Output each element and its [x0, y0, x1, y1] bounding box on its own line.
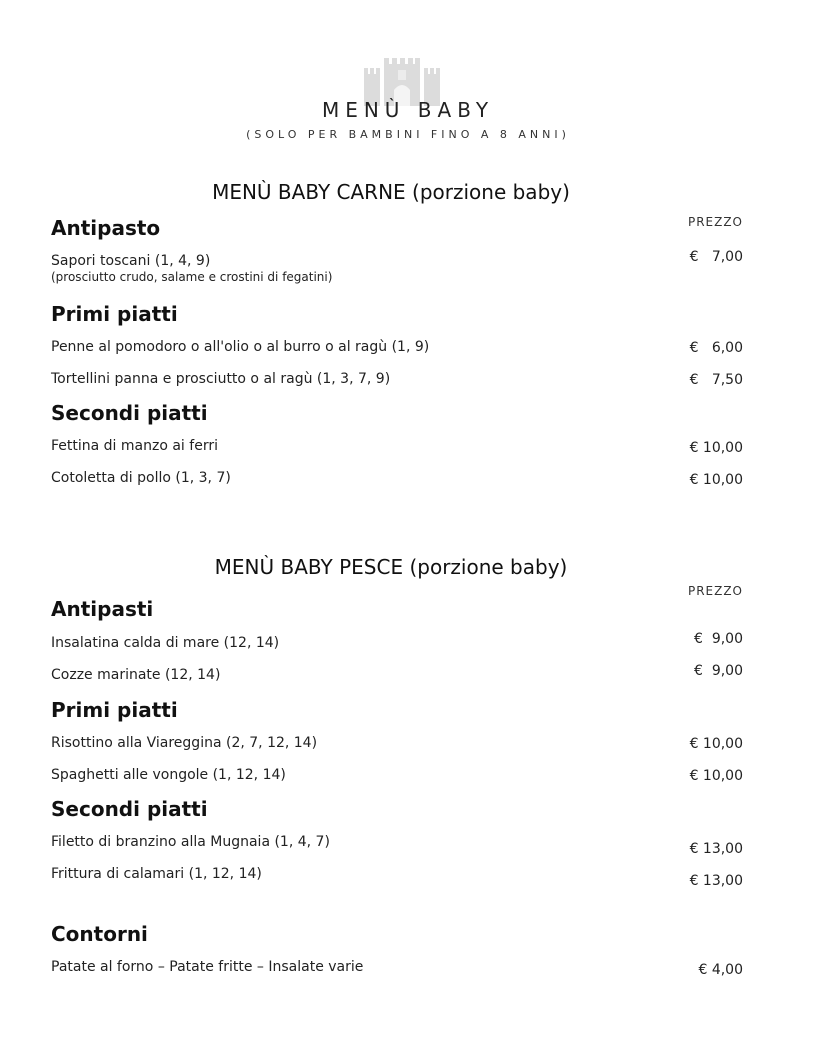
category-secondi-pesce: Secondi piatti [51, 797, 208, 821]
menu-item-price: € 13,00 [689, 841, 743, 857]
menu-item-name: Spaghetti alle vongole (1, 12, 14) [51, 767, 286, 783]
section-title-carne: MENÙ BABY CARNE (porzione baby) [212, 180, 570, 204]
category-contorni: Contorni [51, 922, 148, 946]
menu-item-name: Penne al pomodoro o all'olio o al burro o al ragù (1, 9) [51, 339, 430, 355]
category-secondi-carne: Secondi piatti [51, 401, 208, 425]
menu-item-price: € 13,00 [689, 873, 743, 889]
menu-item-name: Filetto di branzino alla Mugnaia (1, 4, 7) [51, 834, 330, 850]
category-primi-pesce: Primi piatti [51, 698, 178, 722]
menu-item-price: € 10,00 [689, 736, 743, 752]
menu-item-name: Sapori toscani (1, 4, 9) [51, 253, 211, 269]
category-antipasto: Antipasto [51, 216, 161, 240]
menu-item-price: € 10,00 [689, 440, 743, 456]
menu-item-price: € 7,50 [689, 372, 743, 388]
menu-item-name: Insalatina calda di mare (12, 14) [51, 635, 280, 651]
menu-item-price: € 10,00 [689, 768, 743, 784]
menu-item-note: (prosciutto crudo, salame e crostini di fegatini) [51, 270, 333, 284]
page-subtitle: (SOLO PER BAMBINI FINO A 8 ANNI) [246, 128, 570, 141]
price-header-carne: PREZZO [687, 215, 743, 229]
menu-item-price: € 9,00 [694, 663, 743, 679]
menu-item-name: Risottino alla Viareggina (2, 7, 12, 14) [51, 735, 318, 751]
page-title: MENÙ BABY [321, 98, 495, 122]
category-primi-carne: Primi piatti [51, 302, 178, 326]
menu-item-price: € 7,00 [689, 249, 743, 265]
menu-item-price: € 6,00 [689, 340, 743, 356]
menu-item-name: Fettina di manzo ai ferri [51, 438, 218, 454]
menu-item-name: Cozze marinate (12, 14) [51, 667, 221, 683]
menu-item-price: € 9,00 [694, 631, 743, 647]
menu-item-name: Patate al forno – Patate fritte – Insalate varie [51, 959, 364, 975]
section-title-pesce: MENÙ BABY PESCE (porzione baby) [214, 555, 568, 579]
menu-item-name: Tortellini panna e prosciutto o al ragù (1, 3, 7, 9) [51, 371, 391, 387]
menu-item-price: € 4,00 [698, 962, 743, 978]
category-antipasti-pesce: Antipasti [51, 597, 154, 621]
menu-item-price: € 10,00 [689, 472, 743, 488]
price-header-pesce: PREZZO [687, 584, 743, 598]
menu-item-name: Frittura di calamari (1, 12, 14) [51, 866, 262, 882]
menu-item-name: Cotoletta di pollo (1, 3, 7) [51, 470, 231, 486]
